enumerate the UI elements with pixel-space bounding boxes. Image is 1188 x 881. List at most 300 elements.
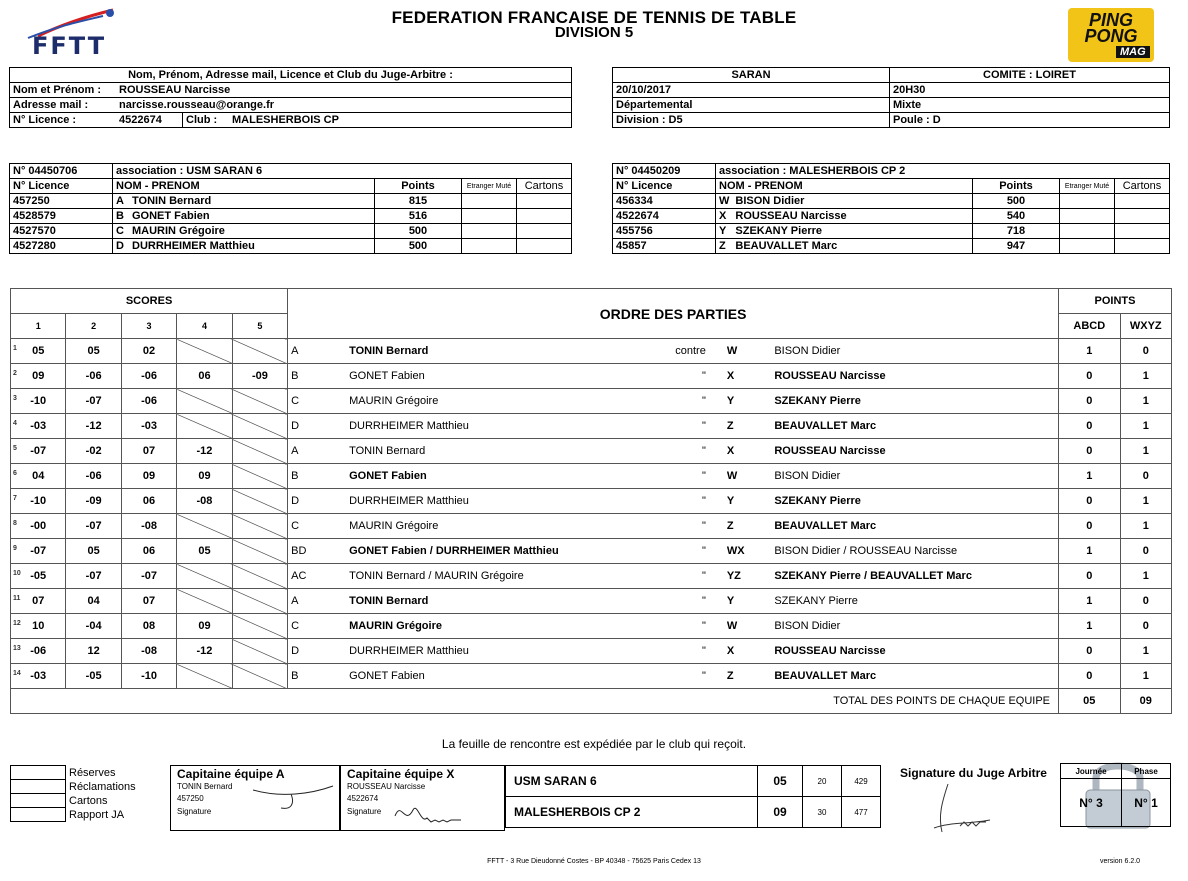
meeting-gender: Mixte — [890, 98, 1170, 113]
set-score-value: -06 — [141, 395, 157, 407]
set-score — [177, 439, 232, 464]
points-team-b: 1 — [1120, 514, 1172, 539]
game-number: 7 — [13, 495, 17, 502]
set-score-value: 09 — [198, 470, 211, 482]
col-licence: N° Licence — [10, 179, 113, 194]
captain-x-title: Capitaine équipe X — [347, 767, 455, 781]
player-a-name: DURRHEIMER Matthieu — [346, 639, 648, 664]
set-score — [121, 439, 176, 464]
set-score — [66, 614, 121, 639]
team-b-association: association : MALESHERBOIS CP 2 — [716, 164, 1170, 179]
player-a-code: AC — [288, 564, 346, 589]
team-a-player-row — [10, 194, 572, 209]
player-a-code: B — [288, 364, 346, 389]
points-team-b: 1 — [1120, 489, 1172, 514]
player-name: BISON Didier — [732, 194, 972, 209]
set-header: 5 — [232, 314, 287, 339]
set-score-value: -09 — [85, 495, 102, 507]
set-score — [11, 339, 66, 364]
set-score — [66, 464, 121, 489]
player-b-code: W — [709, 464, 771, 489]
set-score-value: -03 — [141, 420, 157, 432]
match-row — [11, 614, 1172, 639]
meeting-poule: Poule : D — [890, 113, 1170, 128]
match-row — [11, 414, 1172, 439]
set-score-value: -10 — [141, 670, 157, 682]
team-b-player-row — [613, 239, 1170, 254]
set-score — [11, 389, 66, 414]
points-team-a: 0 — [1059, 489, 1120, 514]
versus-label: " — [648, 639, 708, 664]
player-points: 500 — [375, 239, 462, 254]
team-b-player-row — [613, 209, 1170, 224]
player-points: 516 — [375, 209, 462, 224]
player-a-name: MAURIN Grégoire — [346, 614, 648, 639]
set-score-value: -07 — [30, 445, 47, 457]
versus-label: " — [648, 514, 708, 539]
player-a-code: D — [288, 414, 346, 439]
col-cartons: Cartons — [517, 179, 572, 194]
set-score-value: 09 — [198, 620, 211, 632]
player-a-code: D — [288, 489, 346, 514]
player-a-code: A — [288, 339, 346, 364]
set-header: 4 — [177, 314, 232, 339]
player-points: 718 — [973, 224, 1060, 239]
version: version 6.2.0 — [1100, 858, 1141, 865]
match-row — [11, 539, 1172, 564]
set-score — [121, 339, 176, 364]
game-number: 6 — [13, 470, 17, 477]
player-b-code: Z — [709, 514, 771, 539]
set-score — [177, 364, 232, 389]
set-score-value: -06 — [30, 645, 47, 657]
set-score — [121, 414, 176, 439]
set-score-value: -10 — [30, 495, 47, 507]
set-score — [232, 614, 287, 639]
set-score — [11, 464, 66, 489]
set-score — [232, 489, 287, 514]
result-team-b: MALESHERBOIS CP 2 — [506, 797, 758, 828]
set-score — [232, 364, 287, 389]
player-cartons — [517, 194, 572, 209]
game-number: 4 — [13, 420, 17, 427]
set-score — [11, 489, 66, 514]
set-score-value: 09 — [142, 470, 156, 482]
player-licence: 4522674 — [613, 209, 716, 224]
player-b-name: BISON Didier — [771, 614, 1058, 639]
captain-x-signature — [391, 796, 491, 828]
set-score-value: 07 — [142, 445, 156, 457]
set-score-value: -05 — [30, 570, 47, 582]
result-v-a: 20 — [803, 766, 842, 797]
captain-a-signature — [251, 784, 337, 814]
player-b-code: X — [709, 439, 771, 464]
player-etranger — [462, 194, 517, 209]
col-licence: N° Licence — [613, 179, 716, 194]
player-b-code: Y — [709, 389, 771, 414]
set-score — [121, 589, 176, 614]
points-team-a: 0 — [1059, 639, 1120, 664]
set-score-value: -00 — [30, 520, 47, 532]
referee-licence-value: 4522674 — [116, 113, 183, 128]
set-score — [232, 564, 287, 589]
player-a-code: A — [288, 439, 346, 464]
set-score — [121, 514, 176, 539]
versus-label: " — [648, 489, 708, 514]
player-licence: 455756 — [613, 224, 716, 239]
player-cartons — [517, 224, 572, 239]
set-score — [66, 539, 121, 564]
versus-label: " — [648, 439, 708, 464]
set-score — [11, 364, 66, 389]
team-b-code: WXYZ — [1120, 314, 1172, 339]
player-licence: 4528579 — [10, 209, 113, 224]
game-number: 1 — [13, 345, 17, 352]
team-b-table — [612, 163, 1170, 254]
set-score-value: 05 — [32, 345, 45, 357]
points-team-b: 1 — [1120, 664, 1172, 689]
team-a-player-row — [10, 209, 572, 224]
referee-heading: Nom, Prénom, Adresse mail, Licence et Club du Juge-Arbitre : — [10, 68, 572, 83]
referee-name-value: ROUSSEAU Narcisse — [116, 83, 572, 98]
set-score — [11, 439, 66, 464]
set-score-value: 06 — [198, 370, 211, 382]
points-team-a: 0 — [1059, 664, 1120, 689]
player-points: 815 — [375, 194, 462, 209]
points-heading: POINTS — [1059, 289, 1172, 314]
points-team-b: 1 — [1120, 564, 1172, 589]
col-cartons: Cartons — [1115, 179, 1170, 194]
player-name: DURRHEIMER Matthieu — [129, 239, 375, 254]
player-a-name: GONET Fabien — [346, 364, 648, 389]
set-score-value: 05 — [87, 545, 100, 557]
match-row — [11, 489, 1172, 514]
points-team-a: 0 — [1059, 564, 1120, 589]
versus-label: " — [648, 564, 708, 589]
player-name: MAURIN Grégoire — [129, 224, 375, 239]
player-etranger — [462, 224, 517, 239]
set-score — [121, 639, 176, 664]
set-score-value: -07 — [141, 570, 157, 582]
set-header: 1 — [11, 314, 66, 339]
address: FFTT - 3 Rue Dieudonné Costes - BP 40348 - 75625 Paris Cedex 13 — [487, 858, 701, 865]
player-b-code: Y — [709, 489, 771, 514]
captain-x-licence: 4522674 — [347, 794, 379, 803]
player-etranger — [1060, 224, 1115, 239]
meeting-time: 20H30 — [890, 83, 1170, 98]
versus-label: " — [648, 664, 708, 689]
set-score — [177, 464, 232, 489]
captain-x-signature-label: Signature — [347, 807, 382, 816]
set-score-value: 04 — [87, 595, 100, 607]
set-score-value: 07 — [32, 595, 45, 607]
player-b-code: YZ — [709, 564, 771, 589]
player-a-code: A — [288, 589, 346, 614]
match-row — [11, 564, 1172, 589]
rapport-ja-check[interactable] — [11, 808, 66, 822]
captain-a-box — [170, 765, 340, 831]
result-pts-b: 477 — [842, 797, 881, 828]
team-a-player-row — [10, 239, 572, 254]
game-number: 5 — [13, 445, 17, 452]
cartons-check[interactable] — [11, 794, 66, 808]
player-etranger — [462, 209, 517, 224]
set-score — [66, 389, 121, 414]
set-score — [66, 364, 121, 389]
rapport-ja-label: Rapport JA — [69, 808, 125, 821]
player-b-code: W — [709, 339, 771, 364]
player-b-name: BEAUVALLET Marc — [771, 414, 1058, 439]
set-score — [66, 489, 121, 514]
game-number: 14 — [13, 670, 21, 677]
set-score-value: 06 — [142, 495, 156, 507]
captain-a-licence: 457250 — [177, 794, 204, 803]
team-a-table — [9, 163, 572, 254]
reclamations-check[interactable] — [11, 780, 66, 794]
player-a-name: MAURIN Grégoire — [346, 514, 648, 539]
match-row — [11, 389, 1172, 414]
captain-a-title: Capitaine équipe A — [177, 767, 285, 781]
team-b-player-row — [613, 224, 1170, 239]
results-table — [505, 765, 881, 828]
set-score — [121, 364, 176, 389]
game-number: 8 — [13, 520, 17, 527]
player-a-name: TONIN Bernard / MAURIN Grégoire — [346, 564, 648, 589]
player-a-name: DURRHEIMER Matthieu — [346, 489, 648, 514]
set-score — [66, 414, 121, 439]
player-b-code: Z — [709, 414, 771, 439]
set-score-value: 12 — [87, 645, 100, 657]
set-score — [232, 339, 287, 364]
col-name: NOM - PRENOM — [716, 179, 973, 194]
set-score-value: -12 — [85, 420, 102, 432]
player-b-code: X — [709, 639, 771, 664]
player-name: BEAUVALLET Marc — [732, 239, 972, 254]
player-b-name: BISON Didier — [771, 339, 1058, 364]
points-team-a: 0 — [1059, 364, 1120, 389]
points-team-a: 1 — [1059, 339, 1120, 364]
referee-club-label: Club : — [183, 113, 230, 128]
set-score — [66, 439, 121, 464]
points-team-b: 0 — [1120, 339, 1172, 364]
set-score — [177, 339, 232, 364]
set-score-value: -06 — [85, 470, 102, 482]
set-score — [177, 414, 232, 439]
game-number: 3 — [13, 395, 17, 402]
player-b-name: SZEKANY Pierre / BEAUVALLET Marc — [771, 564, 1058, 589]
points-team-b: 1 — [1120, 389, 1172, 414]
points-team-b: 1 — [1120, 439, 1172, 464]
meeting-division: Division : D5 — [613, 113, 890, 128]
referee-email-label: Adresse mail : — [10, 98, 117, 113]
player-letter: W — [716, 194, 733, 209]
points-team-a: 1 — [1059, 464, 1120, 489]
player-b-name: BISON Didier / ROUSSEAU Narcisse — [771, 539, 1058, 564]
set-score-value: -08 — [196, 495, 213, 507]
journee-phase-table — [1060, 763, 1171, 827]
meeting-comite: COMITE : LOIRET — [890, 68, 1170, 83]
set-score-value: 09 — [32, 370, 45, 382]
set-score-value: 10 — [32, 620, 45, 632]
journee-label: Journée — [1061, 764, 1122, 779]
set-score — [232, 464, 287, 489]
team-a-number: N° 04450706 — [10, 164, 113, 179]
set-score — [177, 389, 232, 414]
referee-table — [9, 67, 572, 128]
scores-heading: SCORES — [11, 289, 288, 314]
journee-value: N° 3 — [1061, 779, 1122, 827]
set-score — [177, 639, 232, 664]
set-score — [177, 514, 232, 539]
player-licence: 45857 — [613, 239, 716, 254]
player-name: GONET Fabien — [129, 209, 375, 224]
set-score — [232, 389, 287, 414]
player-a-code: D — [288, 639, 346, 664]
game-number: 12 — [13, 620, 21, 627]
meeting-level: Départemental — [613, 98, 890, 113]
col-etranger: Etranger Muté — [1060, 179, 1115, 194]
game-number: 9 — [13, 545, 17, 552]
points-team-b: 1 — [1120, 364, 1172, 389]
reserves-check[interactable] — [11, 766, 66, 780]
set-score — [177, 539, 232, 564]
player-b-code: Z — [709, 664, 771, 689]
total-team-a: 05 — [1059, 689, 1120, 714]
player-b-name: BEAUVALLET Marc — [771, 664, 1058, 689]
set-score — [121, 389, 176, 414]
set-score — [66, 564, 121, 589]
set-score — [232, 439, 287, 464]
set-score — [66, 664, 121, 689]
points-team-a: 1 — [1059, 539, 1120, 564]
player-a-name: TONIN Bernard — [346, 339, 648, 364]
set-score — [232, 514, 287, 539]
player-b-name: SZEKANY Pierre — [771, 589, 1058, 614]
player-b-name: SZEKANY Pierre — [771, 389, 1058, 414]
set-score-value: 05 — [198, 545, 211, 557]
points-team-b: 0 — [1120, 539, 1172, 564]
set-score-value: -03 — [30, 420, 47, 432]
points-team-b: 0 — [1120, 614, 1172, 639]
player-name: SZEKANY Pierre — [732, 224, 972, 239]
meeting-place: SARAN — [613, 68, 890, 83]
set-score-value: -12 — [196, 445, 213, 457]
col-points: Points — [973, 179, 1060, 194]
player-points: 500 — [973, 194, 1060, 209]
document-subtitle: DIVISION 5 — [554, 24, 634, 41]
player-b-name: BEAUVALLET Marc — [771, 514, 1058, 539]
player-letter: D — [113, 239, 130, 254]
team-b-number: N° 04450209 — [613, 164, 716, 179]
versus-label: " — [648, 614, 708, 639]
points-team-a: 0 — [1059, 514, 1120, 539]
set-score — [232, 539, 287, 564]
player-a-name: TONIN Bernard — [346, 439, 648, 464]
match-row — [11, 364, 1172, 389]
set-score-value: -04 — [85, 620, 102, 632]
reclamations-label: Réclamations — [69, 780, 136, 793]
checks-table — [10, 765, 167, 822]
set-score — [121, 664, 176, 689]
player-a-code: C — [288, 514, 346, 539]
set-score — [177, 564, 232, 589]
set-score-value: -12 — [196, 645, 213, 657]
points-team-a: 1 — [1059, 614, 1120, 639]
player-cartons — [1115, 239, 1170, 254]
versus-label: contre — [648, 339, 708, 364]
set-score — [11, 539, 66, 564]
set-score-value: -06 — [85, 370, 102, 382]
game-number: 2 — [13, 370, 17, 377]
set-score — [232, 639, 287, 664]
points-team-b: 1 — [1120, 414, 1172, 439]
referee-name-label: Nom et Prénom : — [10, 83, 117, 98]
order-heading: ORDRE DES PARTIES — [288, 289, 1059, 339]
col-name: NOM - PRENOM — [113, 179, 375, 194]
match-row — [11, 589, 1172, 614]
set-score-value: -07 — [85, 395, 102, 407]
result-pts-a: 429 — [842, 766, 881, 797]
result-score-b: 09 — [758, 797, 803, 828]
set-score — [11, 564, 66, 589]
player-etranger — [1060, 239, 1115, 254]
total-team-b: 09 — [1120, 689, 1172, 714]
set-score — [11, 514, 66, 539]
versus-label: " — [648, 539, 708, 564]
set-score-value: 06 — [142, 545, 156, 557]
player-b-name: BISON Didier — [771, 464, 1058, 489]
document-title: FEDERATION FRANCAISE DE TENNIS DE TABLE — [391, 8, 797, 27]
set-score — [11, 664, 66, 689]
player-etranger — [1060, 194, 1115, 209]
match-row — [11, 514, 1172, 539]
player-licence: 4527570 — [10, 224, 113, 239]
versus-label: " — [648, 589, 708, 614]
player-letter: B — [113, 209, 130, 224]
set-score — [232, 664, 287, 689]
set-score-value: -03 — [30, 670, 47, 682]
set-header: 2 — [66, 314, 121, 339]
referee-email-value: narcisse.rousseau@orange.fr — [116, 98, 572, 113]
set-score-value: -07 — [85, 520, 102, 532]
set-score-value: -02 — [85, 445, 102, 457]
col-points: Points — [375, 179, 462, 194]
player-a-name: MAURIN Grégoire — [346, 389, 648, 414]
set-score — [121, 614, 176, 639]
meeting-table — [612, 67, 1170, 128]
set-score — [66, 639, 121, 664]
result-v-b: 30 — [803, 797, 842, 828]
game-number: 10 — [13, 570, 21, 577]
player-a-code: BD — [288, 539, 346, 564]
game-number: 11 — [13, 595, 21, 602]
set-score — [232, 414, 287, 439]
player-a-code: C — [288, 614, 346, 639]
fftt-logo-text: FFTT — [32, 32, 107, 60]
set-score-value: -08 — [141, 520, 157, 532]
player-letter: X — [716, 209, 733, 224]
points-team-a: 0 — [1059, 389, 1120, 414]
pingpong-mag-logo: PING PONG MAG — [1068, 8, 1154, 62]
player-b-name: ROUSSEAU Narcisse — [771, 639, 1058, 664]
set-score-value: -06 — [141, 370, 157, 382]
set-score-value: -05 — [85, 670, 102, 682]
set-score-value: 04 — [32, 470, 45, 482]
captain-x-box — [340, 765, 505, 831]
player-cartons — [1115, 194, 1170, 209]
match-row — [11, 664, 1172, 689]
versus-label: " — [648, 364, 708, 389]
